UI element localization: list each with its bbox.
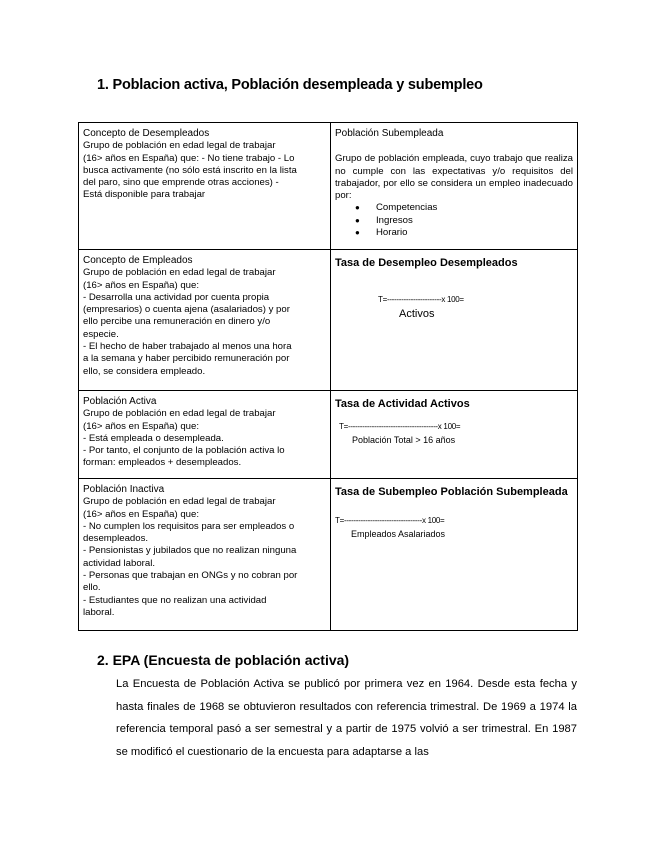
cell-empleados: [79, 250, 331, 391]
cell-body: [83, 140, 326, 201]
cell-inactiva: [79, 479, 331, 631]
text-line: Grupo de población en edad legal de trabajar: [83, 267, 276, 279]
text-line: forman: empleados + desempleados.: [83, 457, 242, 469]
cell-tasa-desempleo: [331, 250, 578, 391]
formula: T=-----------------------x 100=: [378, 295, 464, 304]
text-line: ello, se considera empleado.: [83, 365, 206, 377]
text-line: - Estudiantes que no realizan una actividad: [83, 594, 267, 606]
text-line: desempleados.: [83, 533, 149, 545]
cell-desempleados: [79, 123, 331, 250]
cell-body: Grupo de población empleada, cuyo trabajo que realiza no cumple con las expectativas y/o requisitos del trabajador, por ello se considera un empleo inadecuado por:: [335, 153, 573, 202]
formula-denominator: Empleados Asalariados: [351, 529, 446, 540]
text-line: - El hecho de haber trabajado al menos una hora: [83, 341, 292, 353]
section-1-heading: 1. Poblacion activa, Población desempleada y subempleo: [97, 77, 483, 93]
list-item: ● Competencias: [355, 202, 573, 214]
cell-tasa-subempleo: [331, 479, 578, 631]
cell-title: Tasa de Actividad Activos: [335, 398, 470, 410]
formula-denominator: Población Total > 16 años: [352, 435, 456, 446]
formula-denominator: Activos: [399, 308, 435, 321]
text-line: (16> años en España) que:: [83, 279, 200, 291]
cell-body: [83, 408, 326, 469]
section-2-heading: 2. EPA (Encuesta de población activa): [97, 652, 350, 668]
formula: T=--------------------------------------x 100=: [339, 422, 461, 431]
cell-title: Concepto de Desempleados: [83, 128, 210, 139]
text-line: del paro, sino que emprende otras acciones) -: [83, 177, 279, 189]
text-line: (16> años en España) que:: [83, 508, 200, 520]
cell-title: Población Inactiva: [83, 484, 165, 495]
text-line: ello.: [83, 582, 101, 594]
text-line: - Está empleada o desempleada.: [83, 432, 224, 444]
text-line: Grupo de población en edad legal de trabajar: [83, 496, 276, 508]
text-line: actividad laboral.: [83, 557, 155, 569]
cell-body: [83, 496, 326, 619]
cell-title: Tasa de Desempleo Desempleados: [335, 257, 518, 269]
cell-title: Población Activa: [83, 396, 157, 407]
cell-subempleada: [331, 123, 578, 250]
text-line: - Pensionistas y jubilados que no realizan ninguna: [83, 545, 297, 557]
text-line: Grupo de población en edad legal de trabajar: [83, 408, 276, 420]
cell-body: [83, 267, 326, 378]
text-line: Está disponible para trabajar: [83, 189, 206, 201]
text-line: a la semana y haber percibido remuneración por: [83, 353, 290, 365]
text-line: busca activamente (no sólo está inscrito en la lista: [83, 164, 297, 176]
text-line: (empresarios) o cuenta ajena (asalariados) y por: [83, 304, 290, 316]
text-line: - Por tanto, el conjunto de la población activa lo: [83, 445, 285, 457]
text-line: ello percibe una remuneración en dinero y/o: [83, 316, 271, 328]
text-line: - Personas que trabajan en ONGs y no cobran por: [83, 570, 298, 582]
bullet-list: [335, 202, 573, 239]
cell-title: Concepto de Empleados: [83, 255, 193, 266]
cell-activa: [79, 391, 331, 479]
list-item: ● Ingresos: [355, 215, 573, 227]
cell-tasa-actividad: [331, 391, 578, 479]
formula: T=---------------------------------x 100=: [335, 516, 445, 525]
definitions-table: [78, 122, 578, 631]
text-line: Grupo de población en edad legal de trabajar: [83, 140, 276, 152]
text-line: - No cumplen los requisitos para ser empleados o: [83, 520, 295, 532]
text-line: (16> años en España) que:: [83, 420, 200, 432]
epa-paragraph: La Encuesta de Población Activa se publicó por primera vez en 1964. Desde esta fecha y hasta finales de 1968 se obtuvieron resultados con referencia trimestral. De 1969 a 1974 la referencia temporal pasó a ser semestral y a partir de 1975 volvió a ser trimestral. En 1987 se modificó el cuestionario de la encuesta para adaptarse a las: [116, 678, 577, 758]
text-line: - Desarrolla una actividad por cuenta propia: [83, 291, 270, 303]
text-line: laboral.: [83, 606, 115, 618]
cell-title: Tasa de Subempleo Población Subempleada: [335, 486, 568, 498]
text-line: (16> años en España) que: - No tiene trabajo - Lo: [83, 152, 295, 164]
cell-title: Población Subempleada: [335, 128, 444, 139]
list-item: ● Horario: [355, 227, 573, 239]
text-line: especie.: [83, 328, 119, 340]
